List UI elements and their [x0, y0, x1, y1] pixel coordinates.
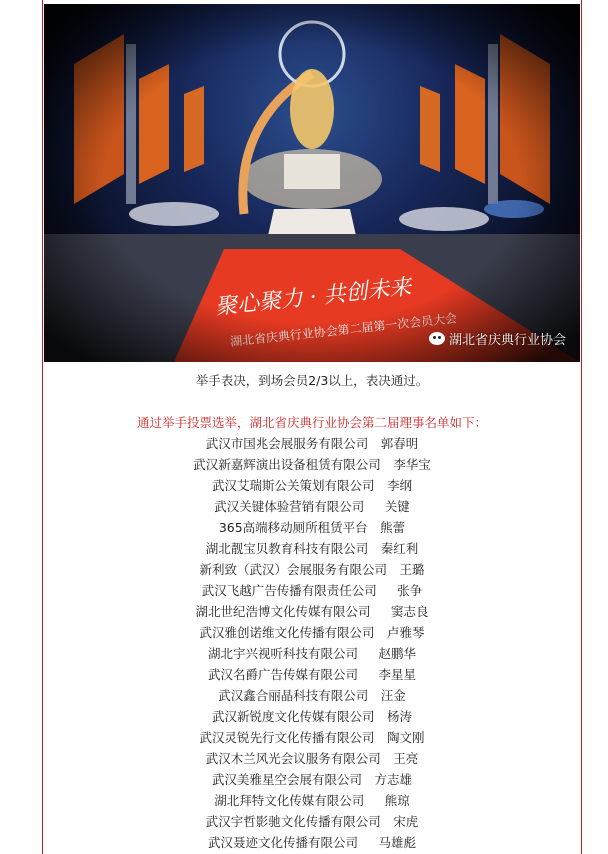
event-photo-scene: [44, 4, 580, 362]
photo-watermark: [429, 329, 566, 348]
member-line: 武汉新嘉辉演出设备租赁有限公司 李华宝: [193, 457, 431, 472]
member-line: 365高端移动厕所租赁平台 熊蕾: [218, 520, 406, 535]
member-line: 湖北宇兴视听科技有限公司 赵鹏华: [208, 646, 416, 661]
article-body: [43, 370, 581, 853]
article-column: [42, 0, 582, 854]
member-line: 武汉新锐度文化传媒有限公司 杨涛: [211, 709, 412, 724]
member-line: 武汉飞越广告传播有限责任公司 张争: [201, 583, 423, 598]
member-line: 武汉宇哲影驰文化传播有限公司 宋虎: [205, 814, 419, 829]
member-line: 武汉灵锐先行文化传播有限公司 陶文刚: [199, 730, 425, 745]
member-line: 武汉木兰风光会议服务有限公司 王亮: [205, 751, 419, 766]
member-line: 武汉聂迹文化传播有限公司 马雄彪: [208, 835, 416, 850]
watermark-text: 湖北省庆典行业协会: [448, 333, 566, 348]
member-line: 武汉美雅星空会展有限公司 方志雄: [211, 772, 412, 787]
member-line: 武汉艾瑞斯公关策划有限公司 李纲: [211, 478, 412, 493]
vote-result-text: 举手表决，到场会员2/3以上，表决通过。: [195, 373, 429, 388]
member-line: 新利致（武汉）会展服务有限公司 王璐: [199, 562, 425, 577]
member-line: 武汉市国兆会展服务有限公司 郭春明: [205, 436, 419, 451]
member-line: 武汉雅创诺维文化传播有限公司 卢雅琴: [199, 625, 425, 640]
event-photo: [44, 4, 580, 362]
wechat-icon: [429, 332, 445, 345]
member-line: 武汉名爵广告传媒有限公司 李星星: [208, 667, 416, 682]
member-line: 湖北靓宝贝教育科技有限公司 秦红利: [205, 541, 419, 556]
member-line: 武汉关键体验营销有限公司 关键: [214, 499, 410, 514]
member-line: 武汉鑫合丽晶科技有限公司 汪金: [218, 688, 406, 703]
council-list-intro: 通过举手投票选举，湖北省庆典行业协会第二届理事名单如下：: [136, 415, 487, 430]
member-line: 湖北拜特文化传媒有限公司 熊琼: [214, 793, 410, 808]
member-line: 湖北世纪浩博文化传媒有限公司 窦志良: [195, 604, 429, 619]
